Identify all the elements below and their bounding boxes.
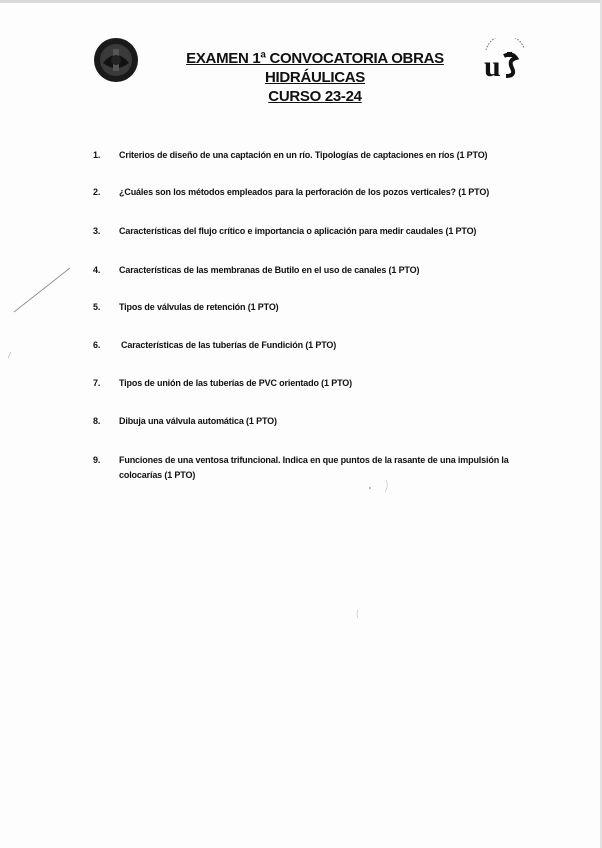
question-number: 1. [93, 150, 101, 160]
question-text: Características de las tuberías de Fundición (1 PTO) [121, 340, 337, 350]
question-number: 4. [93, 265, 101, 275]
exam-title [140, 49, 490, 106]
question-number: 7. [93, 378, 101, 388]
question-text: Dibuja una válvula automática (1 PTO) [119, 416, 277, 426]
school-logo [93, 37, 139, 83]
question-text: Tipos de válvulas de retención (1 PTO) [119, 302, 279, 312]
question-number: 6. [93, 340, 101, 350]
question-text: ¿Cuáles son los métodos empleados para la perforación de los pozos verticales? (1 PTO) [119, 187, 490, 197]
question-text: Características de las membranas de Butilo en el uso de canales (1 PTO) [119, 265, 420, 275]
question-number: 2. [93, 187, 101, 197]
question-text: Criterios de diseño de una captación en un río. Tipologías de captaciones en ríos (1 PTO) [119, 150, 488, 160]
question-text: Características del flujo crítico e importancia o aplicación para medir caudales (1 PTO) [119, 226, 477, 236]
svg-text:u: u [484, 50, 501, 82]
scan-edge-top [0, 0, 602, 3]
question-number: 3. [93, 226, 101, 236]
title-line-2: CURSO 23-24 [268, 88, 362, 105]
question-text: Funciones de una ventosa trifuncional. Indica en que puntos de la rasante de una impulsión la colocarías (1 PTO) [119, 455, 509, 480]
question-number: 9. [93, 455, 101, 465]
question-number: 5. [93, 302, 101, 312]
question-text: Tipos de unión de las tuberías de PVC orientado (1 PTO) [119, 378, 352, 388]
question-number: 8. [93, 416, 101, 426]
title-line-1: EXAMEN 1ª CONVOCATORIA OBRAS HIDRÁULICAS [186, 50, 444, 86]
